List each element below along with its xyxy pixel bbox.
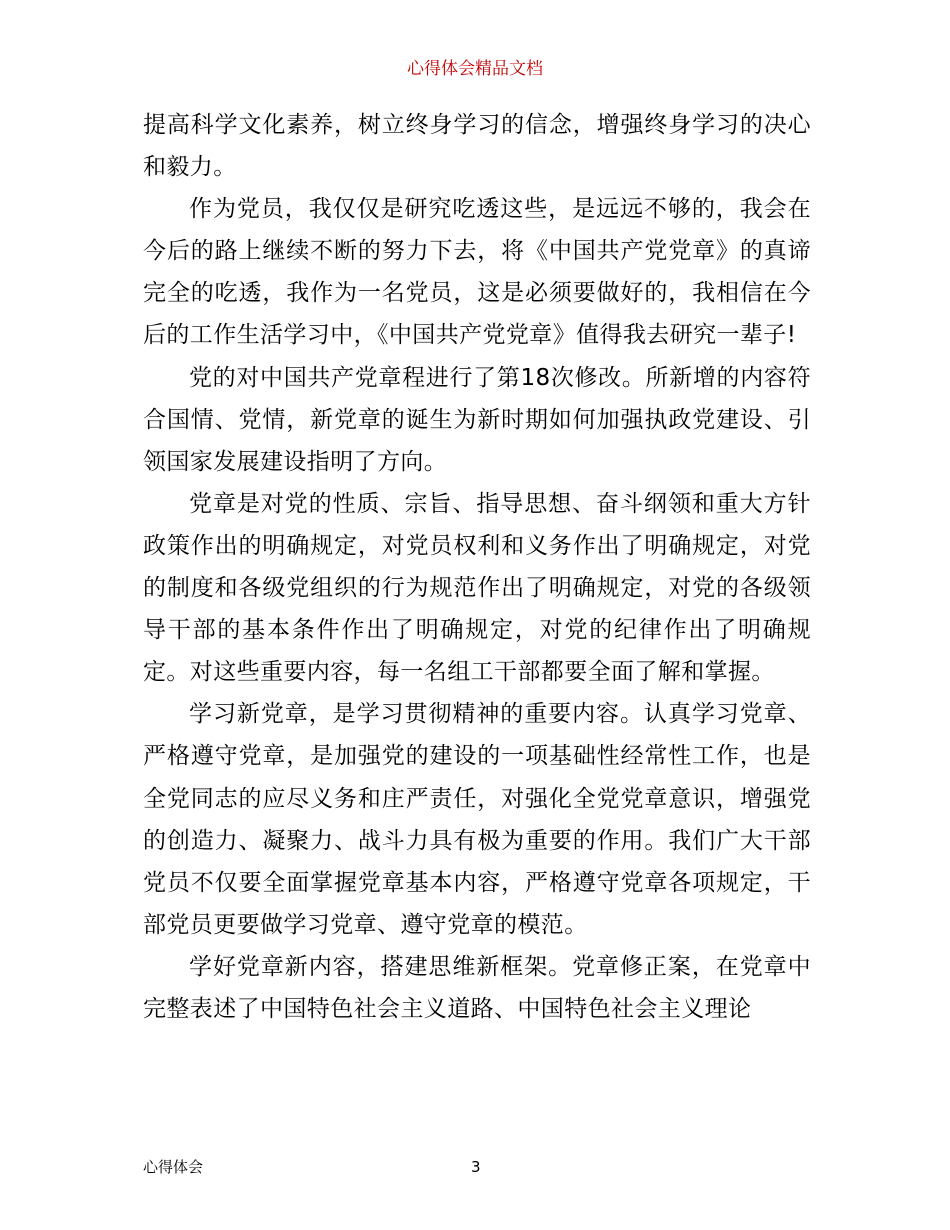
paragraph-1: 提高科学文化素养，树立终身学习的信念，增强终身学习的决心和毅力。 bbox=[143, 112, 811, 181]
page-footer bbox=[143, 1156, 811, 1178]
page-number: 3 bbox=[471, 1158, 481, 1176]
paragraph-4: 党章是对党的性质、宗旨、指导思想、奋斗纲领和重大方针政策作出的明确规定，对党员权利和义务作出了明确规定，对党的制度和各级党组织的行为规范作出了明确规定，对党的各级领导干部的基本条件作出了明确规定，对党的纪律作出了明确规定。对这些重要内容，每一名组工干部都要全面了解和掌握。 bbox=[143, 490, 811, 686]
footer-label: 心得体会 bbox=[143, 1158, 204, 1176]
page-header-title: 心得体会精品文档 bbox=[407, 59, 543, 79]
paragraph-6: 学好党章新内容，搭建思维新框架。党章修正案，在党章中完整表述了中国特色社会主义道路、中国特色社会主义理论 bbox=[143, 953, 811, 1022]
paragraph-5: 学习新党章，是学习贯彻精神的重要内容。认真学习党章、严格遵守党章，是加强党的建设的一项基础性经常性工作，也是全党同志的应尽义务和庄严责任，对强化全党党章意识，增强党的创造力、凝聚力、战斗力具有极为重要的作用。我们广大干部党员不仅要全面掌握党章基本内容，严格遵守党章各项规定，干部党员更要做学习党章、遵守党章的模范。 bbox=[143, 701, 811, 938]
document-body bbox=[143, 104, 811, 1030]
paragraph-3: 党的对中国共产党章程进行了第18次修改。所新增的内容符合国情、党情，新党章的诞生为新时期如何加强执政党建设、引领国家发展建设指明了方向。 bbox=[143, 364, 811, 475]
paragraph-2: 作为党员，我仅仅是研究吃透这些，是远远不够的，我会在今后的路上继续不断的努力下去，将《中国共产党党章》的真谛完全的吃透，我作为一名党员，这是必须要做好的，我相信在今后的工作生活学习中，《中国共产党党章》值得我去研究一辈子! bbox=[143, 196, 811, 349]
